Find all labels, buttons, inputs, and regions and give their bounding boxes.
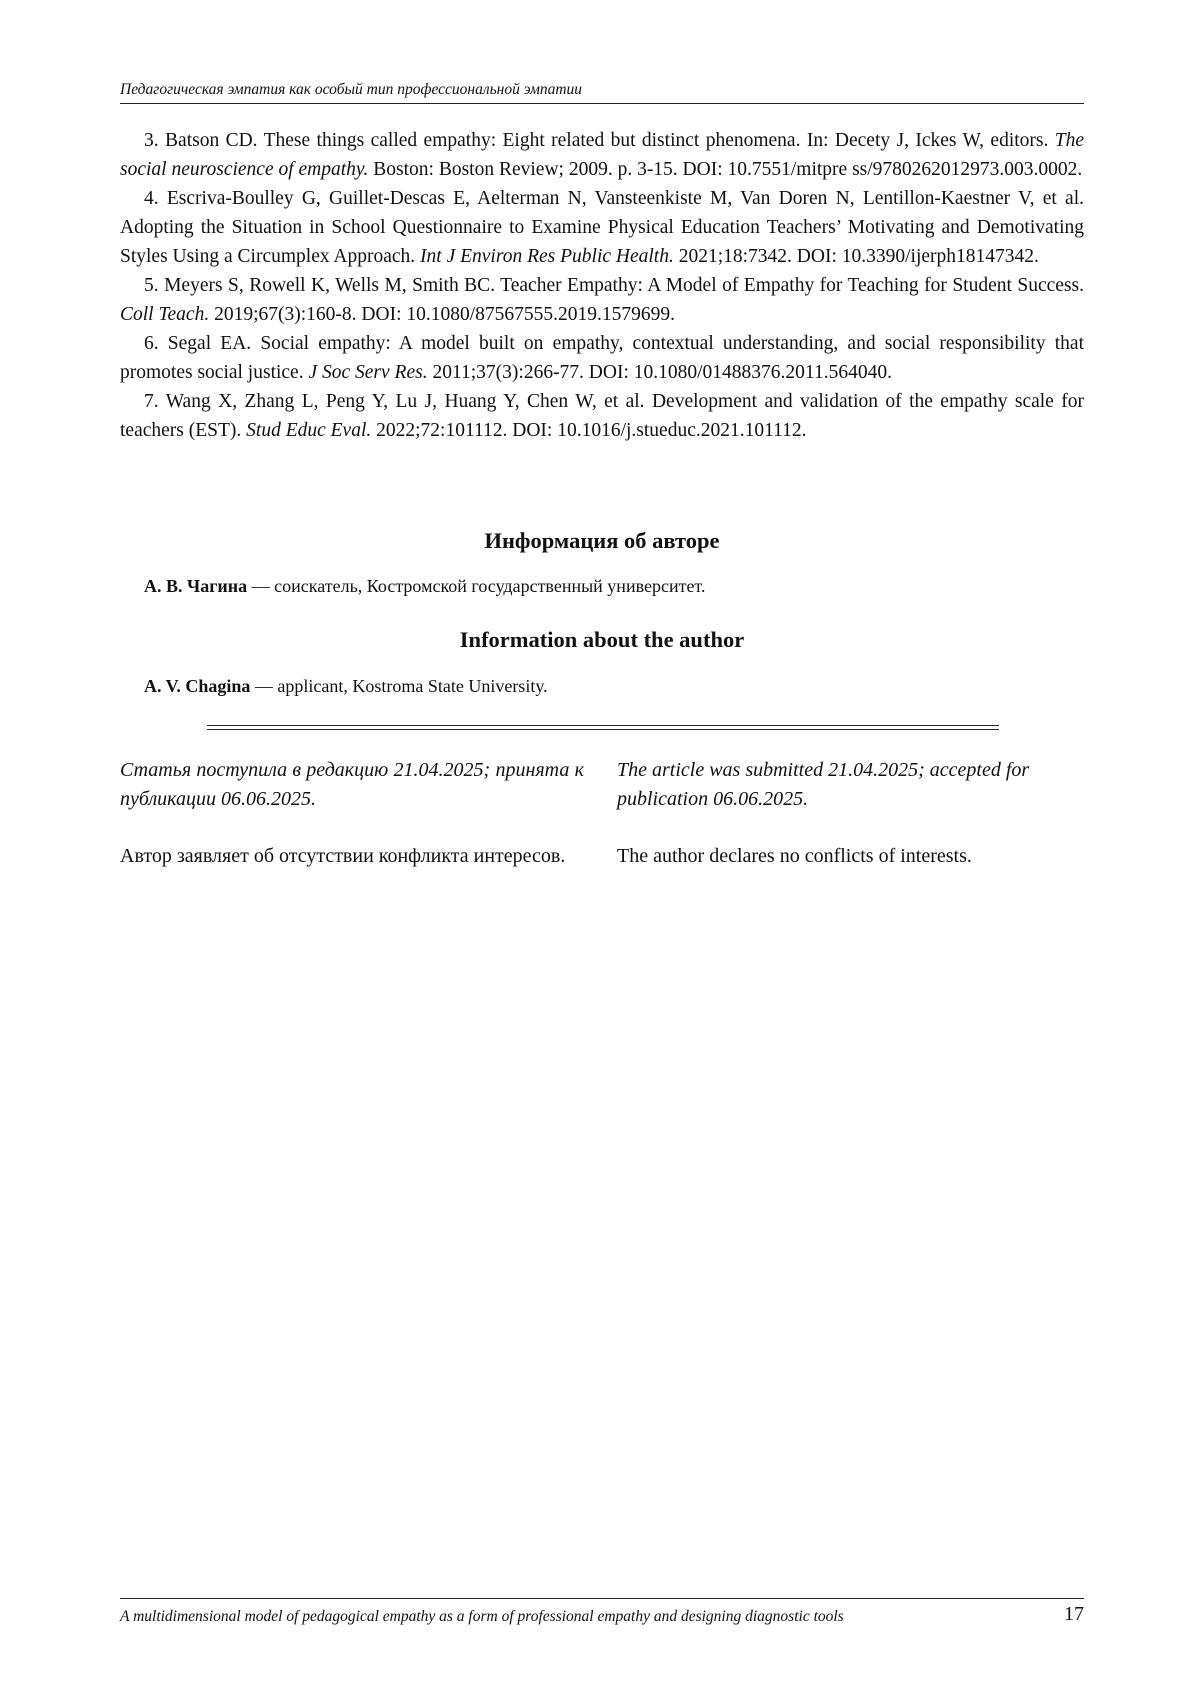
author-info-ru-title: Информация об авторе: [484, 528, 720, 553]
reference-item: [120, 387, 1084, 445]
reference-item: [120, 271, 1084, 329]
author-description-ru: — соискатель, Костромской государственный университет.: [247, 576, 706, 596]
reference-number: 4.: [144, 188, 159, 209]
reference-text: Batson CD. These things called empathy: Eight related but distinct phenomena. In: Decety J, Ickes W, editors.: [165, 130, 1049, 151]
author-info-en-title: Information about the author: [459, 627, 745, 652]
author-description-en: — applicant, Kostroma State University.: [250, 676, 548, 696]
author-info-en: [144, 673, 1084, 699]
reference-source: The social neuroscience of empathy.: [120, 130, 1085, 180]
reference-text: Escriva-Boulley G, Guillet-Descas E, Aelterman N, Vansteenkiste M, Van Doren N, Lentillon-Kaestner V, et al. Adopting the Situation in School Questionnaire to Examine Physical Education Teachers’ Motivating and Demotivating Styles Using a Circumplex Approach.: [120, 188, 1084, 267]
conflicts-ru-text: Автор заявляет об отсутствии конфликта интересов.: [120, 845, 566, 867]
author-info-ru: [144, 573, 1084, 599]
reference-details: 2022;72:101112. DOI: 10.1016/j.stueduc.2021.101112.: [376, 420, 807, 441]
reference-number: 6.: [144, 333, 159, 354]
reference-text: Meyers S, Rowell K, Wells M, Smith BC. Teacher Empathy: A Model of Empathy for Teaching for Student Success.: [164, 275, 1084, 296]
reference-list: [120, 126, 1084, 445]
author-name-ru: А. В. Чагина: [144, 576, 248, 596]
reference-details: 2021;18:7342. DOI: 10.3390/ijerph18147342.: [678, 246, 1039, 267]
reference-source: J Soc Serv Res.: [308, 362, 428, 383]
reference-source: Stud Educ Eval.: [246, 420, 372, 441]
running-header: [120, 80, 1084, 104]
author-name-en: A. V. Chagina: [144, 676, 251, 696]
reference-details: 2011;37(3):266-77. DOI: 10.1080/01488376.2011.564040.: [432, 362, 892, 383]
submission-en: [617, 756, 1084, 814]
submission-en-text: The article was submitted 21.04.2025; accepted for publication 06.06.2025.: [617, 759, 1030, 810]
reference-source: Coll Teach.: [120, 304, 210, 325]
reference-source: Int J Environ Res Public Health.: [420, 246, 674, 267]
submission-ru: [120, 756, 584, 814]
reference-number: 5.: [144, 275, 159, 296]
reference-details: Boston: Boston Review; 2009. p. 3-15. DOI: 10.7551/mitpre ss/9780262012973.003.0002.: [373, 159, 1083, 180]
reference-number: 7.: [144, 391, 159, 412]
reference-text: Wang X, Zhang L, Peng Y, Lu J, Huang Y, Chen W, et al. Development and validation of the empathy scale for teachers (EST).: [120, 391, 1084, 441]
reference-item: [120, 126, 1084, 184]
conflicts-ru: [120, 842, 584, 871]
conflicts-en-text: The author declares no conflicts of interests.: [617, 845, 972, 867]
running-header-title: Педагогическая эмпатия как особый тип профессиональной эмпатии: [120, 81, 583, 98]
section-divider: [207, 725, 999, 730]
page-number: 17: [1064, 1603, 1084, 1625]
reference-item: [120, 184, 1084, 271]
reference-number: 3.: [144, 130, 159, 151]
conflicts-en: [617, 842, 1084, 871]
submission-ru-text: Статья поступила в редакцию 21.04.2025; принята к публикации 06.06.2025.: [120, 759, 584, 810]
running-footer-title: A multidimensional model of pedagogical empathy as a form of professional empathy and designing diagnostic tools: [120, 1608, 844, 1625]
reference-details: 2019;67(3):160-8. DOI: 10.1080/87567555.2019.1579699.: [214, 304, 676, 325]
reference-item: [120, 329, 1084, 387]
running-footer: [120, 1598, 1084, 1627]
reference-text: Segal EA. Social empathy: A model built on empathy, contextual understanding, and social responsibility that promotes social justice.: [120, 333, 1084, 383]
